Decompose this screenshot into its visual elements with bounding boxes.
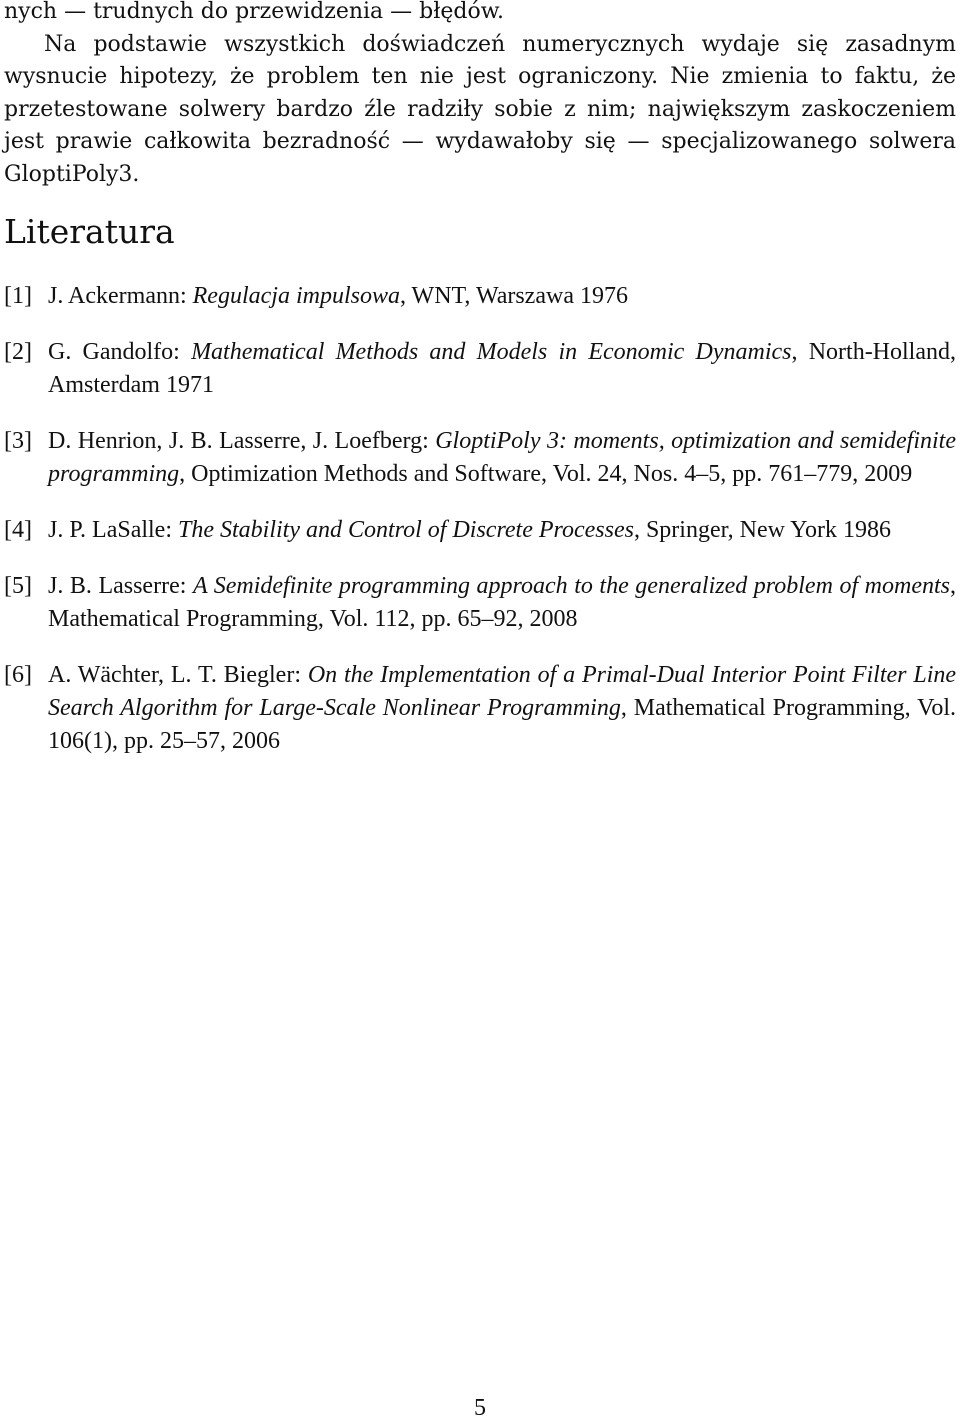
reference-details: , Optimization Methods and Software, Vol. 24, Nos. 4–5, pp. 761–779, 2009 [179, 461, 913, 487]
reference-text [48, 659, 956, 758]
reference-item [4, 280, 956, 313]
reference-title: GloptiPoly 3: moments, optimization and semidefinite programming [48, 428, 956, 487]
reference-list [4, 280, 956, 781]
reference-number: [5] [4, 573, 32, 599]
reference-title: A Semidefinite programming approach to the generalized problem of moments [192, 573, 950, 599]
reference-details: , Mathematical Programming, Vol. 106(1), pp. 25–57, 2006 [48, 695, 957, 754]
section-title: Literatura [4, 212, 175, 251]
reference-item [4, 659, 956, 758]
reference-text [48, 514, 956, 547]
reference-authors: J. Ackermann: [48, 283, 193, 309]
reference-authors: G. Gandolfo: [48, 339, 192, 365]
reference-text [48, 280, 956, 313]
reference-item [4, 336, 956, 402]
reference-authors: J. P. LaSalle: [48, 517, 178, 543]
reference-details: , WNT, Warszawa 1976 [399, 283, 628, 309]
reference-details: , Mathematical Programming, Vol. 112, pp. 65–92, 2008 [48, 573, 956, 632]
reference-title: Mathematical Methods and Models in Economic Dynamics [191, 339, 792, 365]
reference-text [48, 570, 956, 636]
reference-details: , Springer, New York 1986 [633, 517, 891, 543]
reference-title: Regulacja impulsowa [192, 283, 400, 309]
reference-text [48, 336, 956, 402]
page-number: 5 [474, 1395, 486, 1421]
reference-number: [3] [4, 428, 32, 454]
reference-number: [4] [4, 517, 32, 543]
paragraph-continuation: nych — trudnych do przewidzenia — błędów. [4, 0, 504, 24]
body-text [4, 0, 956, 191]
paragraph-conclusion: Na podstawie wszystkich doświadczeń numerycznych wydaje się zasadnym wysnucie hipotezy, że problem ten nie jest ograniczony. Nie zmienia to faktu, że przetestowane solwery bardzo źle radziły sobie z nim; największym zaskoczeniem jest prawie całkowita bezradność — wydawałoby się — specjalizowanego solwera GloptiPoly3. [4, 31, 956, 187]
reference-authors: J. B. Lasserre: [48, 573, 193, 599]
reference-item [4, 514, 956, 547]
reference-authors: D. Henrion, J. B. Lasserre, J. Loefberg: [48, 428, 436, 454]
reference-title: The Stability and Control of Discrete Processes [178, 517, 634, 543]
reference-text [48, 425, 956, 491]
reference-number: [1] [4, 283, 32, 309]
reference-details: , North-Holland, Amsterdam 1971 [48, 339, 957, 398]
reference-item [4, 570, 956, 636]
reference-number: [6] [4, 662, 32, 688]
reference-item [4, 425, 956, 491]
reference-number: [2] [4, 339, 32, 365]
reference-title: On the Implementation of a Primal-Dual Interior Point Filter Line Search Algorithm for Large-Scale Nonlinear Programming [48, 662, 957, 721]
reference-authors: A. Wächter, L. T. Biegler: [48, 662, 308, 688]
